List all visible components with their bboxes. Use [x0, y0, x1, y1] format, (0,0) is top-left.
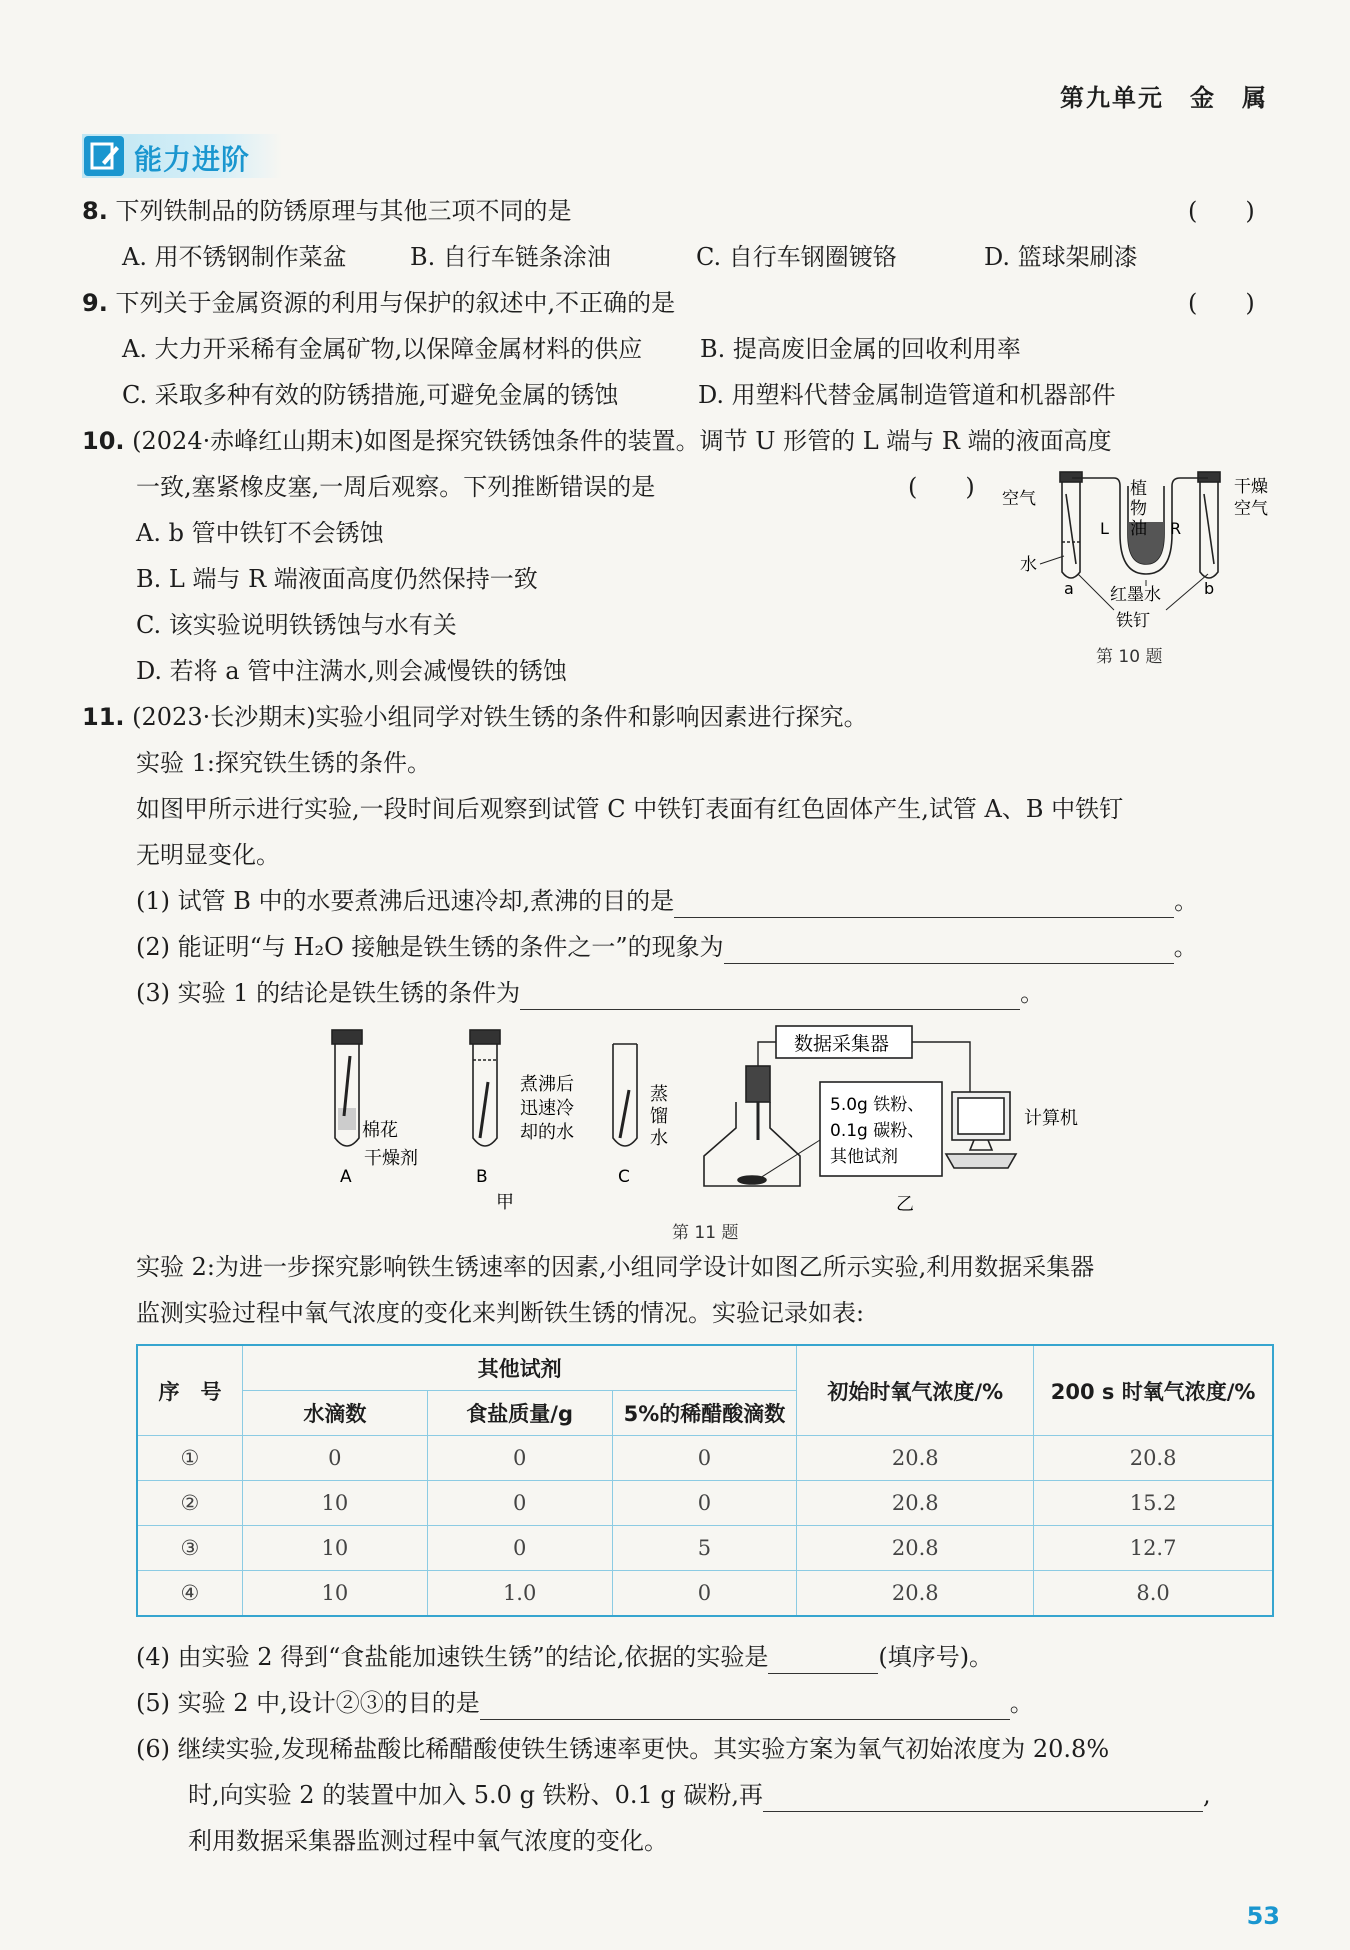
unit-header: 第九单元 金 属: [1060, 84, 1268, 112]
q10-stem-line2: 一致,塞紧橡皮塞,一周后观察。下列推断错误的是: [136, 473, 656, 501]
tube-A: [332, 1030, 362, 1146]
label-dry-1: 干燥: [1234, 477, 1268, 497]
label-computer: 计算机: [1024, 1108, 1078, 1129]
q11-sub1: [136, 884, 1198, 918]
q8-stem: [82, 194, 571, 228]
q11-sub2-text: (2) 能证明“与 H₂O 接触是铁生锈的条件之一”的现象为: [136, 933, 724, 961]
q10-caption: 第 10 题: [1096, 647, 1163, 667]
label-b: b: [1204, 579, 1215, 598]
cell: 20.8: [797, 1436, 1034, 1481]
q11-sub3-blank[interactable]: [520, 983, 1020, 1010]
q8-option-d: D. 篮球架刷漆: [984, 243, 1138, 271]
q11-number: 11.: [82, 703, 125, 731]
table-row: [137, 1526, 1273, 1571]
q11-stem-text: (2023·长沙期末)实验小组同学对铁生锈的条件和影响因素进行探究。: [132, 703, 868, 731]
cell: 0: [612, 1571, 797, 1617]
label-l: L: [1100, 519, 1109, 538]
label-boiled-2: 迅速冷: [520, 1098, 574, 1119]
table-header-row1: [137, 1345, 1273, 1391]
q11-sub6-line3: 利用数据采集器监测过程中氧气浓度的变化。: [188, 1827, 668, 1855]
section-title: 能力进阶: [134, 143, 251, 176]
q10-number: 10.: [82, 427, 125, 455]
q11-sub2-period: 。: [1173, 933, 1198, 961]
q8-option-a: A. 用不锈钢制作菜盆: [122, 243, 347, 271]
cell: 0: [612, 1481, 797, 1526]
q11-caption: 第 11 题: [672, 1223, 739, 1243]
label-collector: 数据采集器: [794, 1033, 890, 1055]
q11-sub6-comma: ,: [1203, 1781, 1211, 1809]
cell: 5: [612, 1526, 797, 1571]
label-reagent-3: 其他试剂: [830, 1147, 898, 1167]
cell: 15.2: [1034, 1481, 1273, 1526]
cell: 20.8: [797, 1571, 1034, 1617]
q11-sub2: [136, 930, 1198, 964]
cell: 0: [612, 1436, 797, 1481]
th-salt-mass: 食盐质量/g: [427, 1391, 612, 1436]
q11-sub5-blank[interactable]: [480, 1693, 1010, 1720]
q10-stem-text1: (2024·赤峰红山期末)如图是探究铁锈蚀条件的装置。调节 U 形管的 L 端与 R 端的液面高度: [132, 427, 1112, 455]
q10-option-b: B. L 端与 R 端液面高度仍然保持一致: [136, 565, 538, 593]
q11-sub1-period: 。: [1174, 887, 1199, 915]
th-200s-o2: 200 s 时氧气浓度/%: [1034, 1345, 1273, 1436]
th-initial-o2: 初始时氧气浓度/%: [797, 1345, 1034, 1436]
q8-stem-text: 下列铁制品的防锈原理与其他三项不同的是: [115, 197, 572, 225]
th-index: 序 号: [137, 1345, 242, 1436]
q11-sub1-text: (1) 试管 B 中的水要煮沸后迅速冷却,煮沸的目的是: [136, 887, 675, 915]
cell: 1.0: [427, 1571, 612, 1617]
label-oil-2: 物: [1130, 499, 1147, 519]
label-nail: 铁钉: [1116, 611, 1150, 631]
q11-sub3: [136, 976, 1044, 1010]
q9-stem: [82, 286, 675, 320]
label-distilled-2: 馏: [650, 1106, 668, 1127]
exp1-title: 实验 1:探究铁生锈的条件。: [136, 749, 431, 777]
tube-C: [613, 1044, 637, 1146]
table-row: [137, 1436, 1273, 1481]
q11-stem: [82, 700, 868, 734]
q10-figure: [996, 464, 1286, 674]
label-boiled-1: 煮沸后: [520, 1074, 574, 1095]
label-dry-2: 空气: [1234, 499, 1268, 519]
q10-option-d: D. 若将 a 管中注满水,则会减慢铁的锈蚀: [136, 657, 567, 685]
q10-answer-paren: ( ): [908, 473, 975, 501]
q11-sub3-period: 。: [1020, 979, 1045, 1007]
q10-option-c: C. 该实验说明铁锈蚀与水有关: [136, 611, 457, 639]
q8-number: 8.: [82, 197, 108, 225]
q11-sub4-suffix: (填序号)。: [878, 1643, 994, 1671]
q10-option-a: A. b 管中铁钉不会锈蚀: [136, 519, 384, 547]
cell: 10: [242, 1526, 427, 1571]
q9-option-d: D. 用塑料代替金属制造管道和机器部件: [698, 381, 1116, 409]
q8-answer-paren: ( ): [1188, 197, 1255, 225]
q11-figure: [320, 1020, 1080, 1250]
label-group-yi: 乙: [896, 1194, 914, 1215]
label-tube-a: A: [340, 1167, 352, 1187]
q9-option-a: A. 大力开采稀有金属矿物,以保障金属材料的供应: [122, 335, 643, 363]
label-water: 水: [1020, 555, 1037, 575]
cell: 0: [427, 1526, 612, 1571]
label-tube-c: C: [618, 1167, 630, 1187]
label-reagent-2: 0.1g 碳粉、: [830, 1121, 925, 1141]
th-acid-drops: 5%的稀醋酸滴数: [612, 1391, 797, 1436]
label-oil-1: 植: [1130, 479, 1147, 499]
label-desiccant: 干燥剂: [364, 1148, 418, 1169]
label-cotton: 棉花: [362, 1120, 398, 1141]
cell: 0: [427, 1481, 612, 1526]
flask: [704, 1066, 800, 1186]
cell: ③: [137, 1526, 242, 1571]
cell: 0: [242, 1436, 427, 1481]
q11-sub4-blank[interactable]: [768, 1647, 878, 1674]
cell: ①: [137, 1436, 242, 1481]
q11-sub5-period: 。: [1009, 1689, 1034, 1717]
cell: 10: [242, 1481, 427, 1526]
cell: 10: [242, 1571, 427, 1617]
pencil-note-icon: [84, 136, 124, 176]
q9-answer-paren: ( ): [1188, 289, 1255, 317]
tube-a: [1060, 472, 1082, 578]
q11-sub6-line1: (6) 继续实验,发现稀盐酸比稀醋酸使铁生锈速率更快。其实验方案为氧气初始浓度为 20.8%: [136, 1735, 1110, 1763]
label-distilled-1: 蒸: [650, 1084, 668, 1105]
cell: ④: [137, 1571, 242, 1617]
cell: 20.8: [797, 1481, 1034, 1526]
q11-sub5-text: (5) 实验 2 中,设计②③的目的是: [136, 1689, 480, 1717]
label-tube-b: B: [476, 1167, 488, 1187]
cell: 12.7: [1034, 1526, 1273, 1571]
q8-option-b: B. 自行车链条涂油: [410, 243, 611, 271]
exp2-desc-line2: 监测实验过程中氧气浓度的变化来判断铁生锈的情况。实验记录如表:: [136, 1299, 865, 1327]
experiment-table: [136, 1344, 1274, 1617]
label-a: a: [1064, 579, 1074, 598]
q11-sub4-text: (4) 由实验 2 得到“食盐能加速铁生锈”的结论,依据的实验是: [136, 1643, 769, 1671]
exp1-desc-line2: 无明显变化。: [136, 841, 280, 869]
q9-option-b: B. 提高废旧金属的回收利用率: [700, 335, 1021, 363]
q9-option-c: C. 采取多种有效的防锈措施,可避免金属的锈蚀: [122, 381, 619, 409]
q11-sub6-line2: [188, 1778, 1211, 1812]
cell: 0: [427, 1436, 612, 1481]
section-tag: [82, 134, 282, 178]
q11-sub1-blank[interactable]: [674, 891, 1174, 918]
page-number: 53: [1246, 1902, 1280, 1930]
label-oil-3: 油: [1130, 519, 1147, 539]
q11-sub4: [136, 1640, 993, 1674]
cell: ②: [137, 1481, 242, 1526]
table-row: [137, 1481, 1273, 1526]
label-r: R: [1170, 519, 1182, 538]
label-air-left: 空气: [1002, 489, 1036, 509]
q8-option-c: C. 自行车钢圈镀铬: [696, 243, 897, 271]
label-boiled-3: 却的水: [520, 1122, 574, 1143]
exp1-desc-line1: 如图甲所示进行实验,一段时间后观察到试管 C 中铁钉表面有红色固体产生,试管 A、B 中铁钉: [136, 795, 1124, 823]
cell: 8.0: [1034, 1571, 1273, 1617]
label-red-ink: 红墨水: [1110, 585, 1161, 605]
label-distilled-3: 水: [650, 1128, 668, 1149]
label-group-jia: 甲: [496, 1192, 514, 1213]
q11-sub5: [136, 1686, 1034, 1720]
th-water-drops: 水滴数: [242, 1391, 427, 1436]
tube-b: [1198, 472, 1220, 578]
q9-stem-text: 下列关于金属资源的利用与保护的叙述中,不正确的是: [115, 289, 676, 317]
tube-B: [470, 1030, 500, 1146]
exp2-desc-line1: 实验 2:为进一步探究影响铁生锈速率的因素,小组同学设计如图乙所示实验,利用数据采集器: [136, 1253, 1095, 1281]
th-other-reagents: 其他试剂: [242, 1345, 796, 1391]
table-row: [137, 1571, 1273, 1617]
q10-stem-line1: [82, 424, 1112, 458]
q11-sub2-blank[interactable]: [724, 937, 1174, 964]
label-reagent-1: 5.0g 铁粉、: [830, 1095, 925, 1115]
q11-sub6-blank[interactable]: [763, 1785, 1203, 1812]
cell: 20.8: [1034, 1436, 1273, 1481]
q11-sub6-text: 时,向实验 2 的装置中加入 5.0 g 铁粉、0.1 g 碳粉,再: [188, 1781, 763, 1809]
q11-sub3-text: (3) 实验 1 的结论是铁生锈的条件为: [136, 979, 521, 1007]
computer-icon: [946, 1092, 1016, 1168]
q9-number: 9.: [82, 289, 108, 317]
cell: 20.8: [797, 1526, 1034, 1571]
